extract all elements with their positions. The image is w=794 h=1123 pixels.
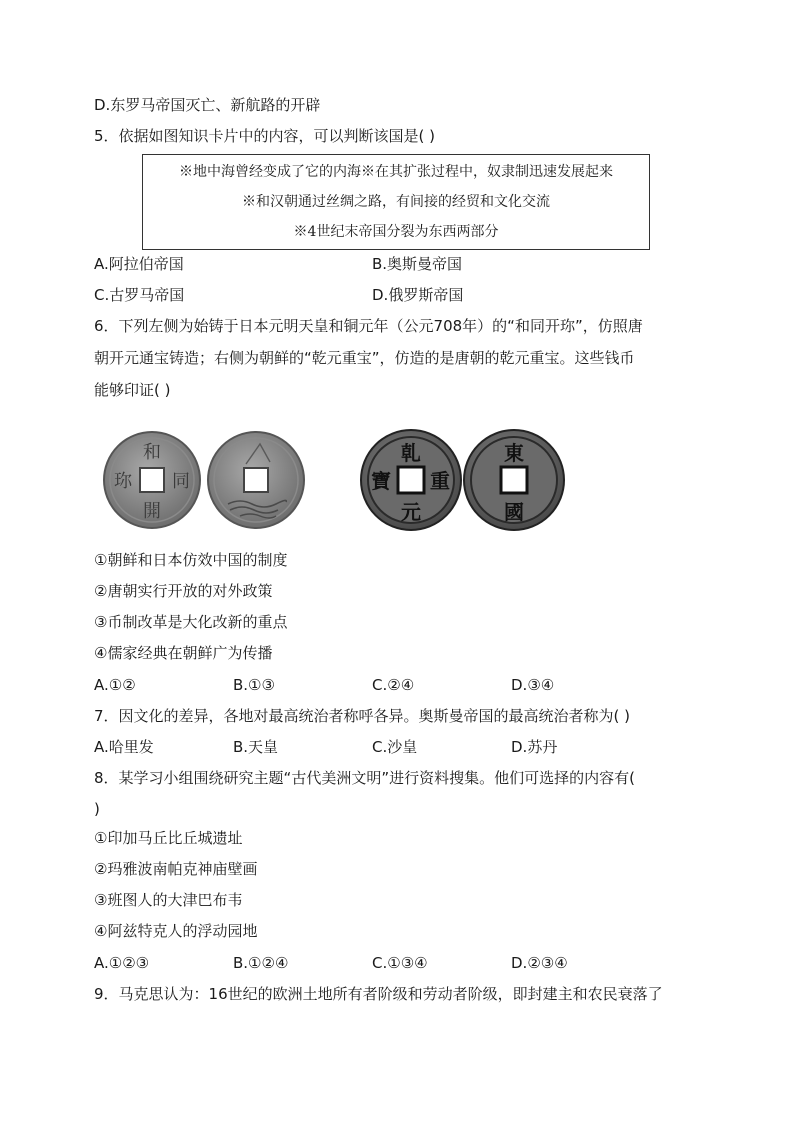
- coin1-char-top: 和: [143, 442, 161, 463]
- coin-qianyuan-zhongbao: [361, 430, 461, 530]
- q6-option-d[interactable]: D.③④: [511, 676, 555, 694]
- q6-statement-4: ④儒家经典在朝鲜广为传播: [94, 644, 273, 662]
- q6-option-a[interactable]: A.①②: [94, 676, 136, 694]
- q6-stem-line-3: 能够印证( ): [94, 381, 171, 399]
- coin4-char-bottom: 國: [504, 500, 524, 524]
- q5-card-line-3: ※4世纪末帝国分裂为东西两部分: [293, 224, 499, 240]
- coin-wadokaichin-obverse: [104, 432, 200, 528]
- q6-option-b[interactable]: B.①③: [233, 676, 275, 694]
- q8-stem-line-2: ): [94, 800, 100, 818]
- q8-option-c[interactable]: C.①③④: [372, 954, 428, 972]
- q7-stem: 7．因文化的差异，各地对最高统治者称呼各异。奥斯曼帝国的最高统治者称为( ): [94, 707, 631, 725]
- q8-option-d[interactable]: D.②③④: [511, 954, 568, 972]
- q7-option-c[interactable]: C.沙皇: [372, 738, 418, 756]
- q8-stem-line-1: 8．某学习小组围绕研究主题“古代美洲文明”进行资料搜集。他们可选择的内容有(: [94, 769, 635, 787]
- q7-option-d[interactable]: D.苏丹: [511, 738, 558, 756]
- coin1-char-left: 珎: [114, 471, 132, 492]
- q5-option-c[interactable]: C.古罗马帝国: [94, 286, 185, 304]
- q8-statement-1: ①印加马丘比丘城遗址: [94, 829, 243, 847]
- q8-option-a[interactable]: A.①②③: [94, 954, 150, 972]
- q6-option-c[interactable]: C.②④: [372, 676, 415, 694]
- q5-knowledge-card: [142, 154, 650, 250]
- coin-wadokaichin-reverse: [208, 432, 304, 528]
- coin3-char-bottom: 元: [401, 500, 421, 524]
- coin3-char-top: 乹: [401, 441, 421, 465]
- coins-figure: [100, 428, 570, 532]
- q7-option-a[interactable]: A.哈里发: [94, 738, 154, 756]
- q8-statement-2: ②玛雅波南帕克神庙壁画: [94, 860, 258, 878]
- coin1-char-right: 同: [172, 471, 190, 492]
- coin3-char-left: 寶: [371, 469, 391, 493]
- coin-dongguo: [464, 430, 564, 530]
- q8-statement-3: ③班图人的大津巴布韦: [94, 891, 243, 909]
- q5-option-a[interactable]: A.阿拉伯帝国: [94, 255, 184, 273]
- q8-statement-4: ④阿兹特克人的浮动园地: [94, 922, 258, 940]
- q6-stem-line-2: 朝开元通宝铸造；右侧为朝鲜的“乾元重宝”，仿造的是唐朝的乾元重宝。这些钱币: [94, 349, 635, 367]
- q7-option-b[interactable]: B.天皇: [233, 738, 279, 756]
- q6-statement-2: ②唐朝实行开放的对外政策: [94, 582, 273, 600]
- q6-statement-3: ③币制改革是大化改新的重点: [94, 613, 288, 631]
- q5-option-d[interactable]: D.俄罗斯帝国: [372, 286, 464, 304]
- q5-card-line-2: ※和汉朝通过丝绸之路，有间接的经贸和文化交流: [242, 194, 550, 210]
- q9-stem: 9．马克思认为：16世纪的欧洲土地所有者阶级和劳动者阶级，即封建主和农民衰落了: [94, 985, 663, 1003]
- q5-option-b[interactable]: B.奥斯曼帝国: [372, 255, 463, 273]
- q5-stem: 5．依据如图知识卡片中的内容，可以判断该国是( ): [94, 127, 436, 145]
- q4-option-d: D.东罗马帝国灭亡、新航路的开辟: [94, 96, 321, 114]
- q6-stem-line-1: 6．下列左侧为始铸于日本元明天皇和铜元年（公元708年）的“和同开珎”，仿照唐: [94, 317, 643, 335]
- coin4-char-top: 東: [504, 441, 524, 465]
- q6-statement-1: ①朝鲜和日本仿效中国的制度: [94, 551, 288, 569]
- coin3-char-right: 重: [430, 469, 450, 493]
- q5-card-line-1: ※地中海曾经变成了它的内海※在其扩张过程中，奴隶制迅速发展起来: [179, 164, 613, 180]
- coin1-char-bottom: 開: [143, 501, 161, 522]
- q8-option-b[interactable]: B.①②④: [233, 954, 289, 972]
